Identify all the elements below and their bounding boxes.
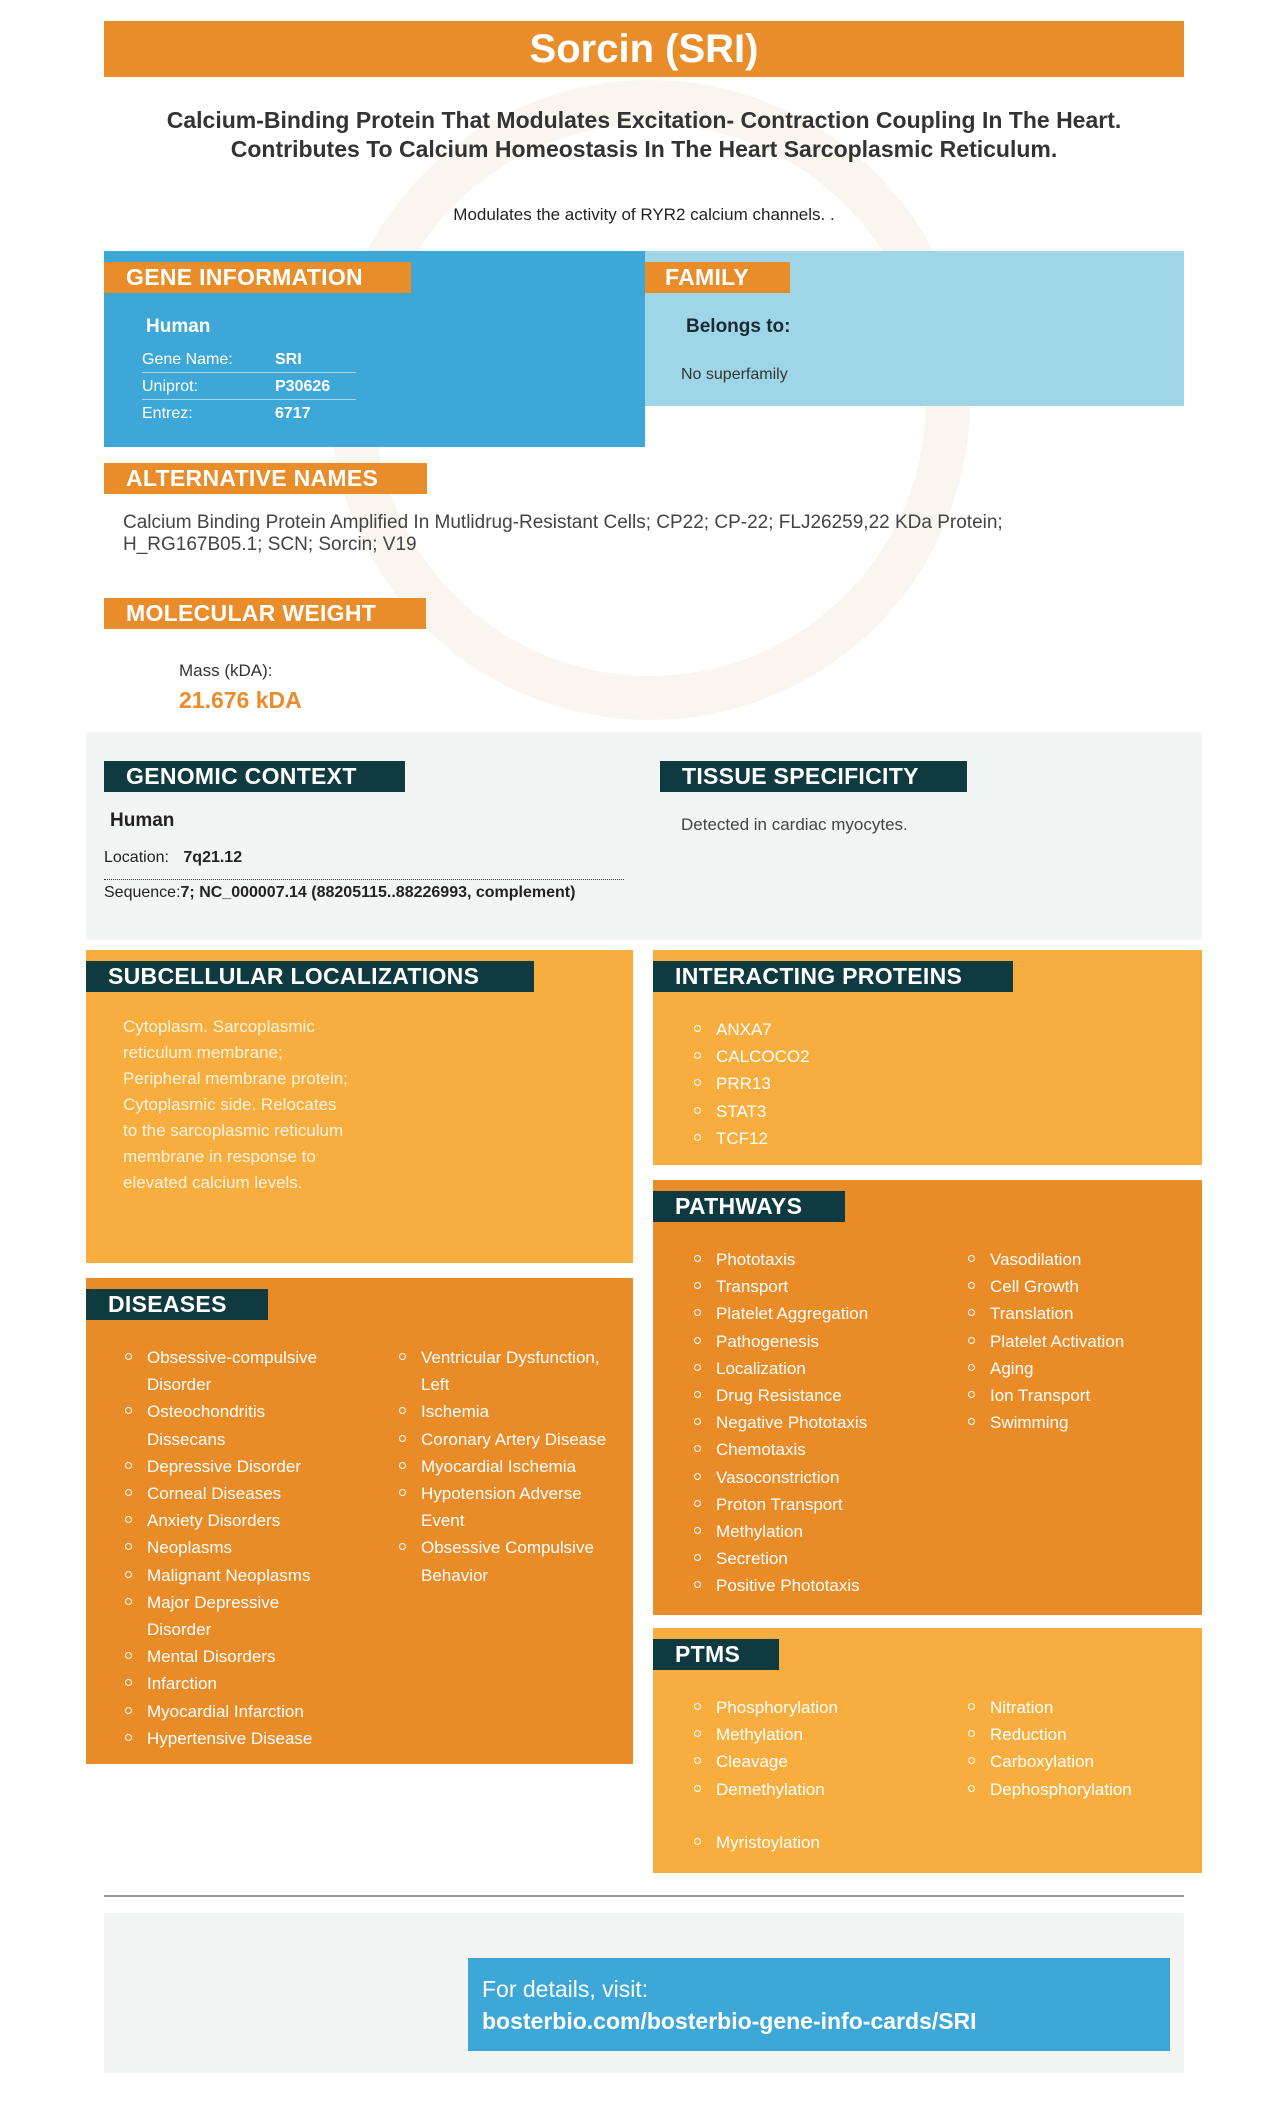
- list-item: Demethylation: [692, 1776, 952, 1803]
- list-item: Swimming: [966, 1409, 1191, 1436]
- list-item: Malignant Neoplasms: [123, 1562, 333, 1589]
- list-item: CALCOCO2: [692, 1043, 892, 1070]
- list-item: Cell Growth: [966, 1273, 1191, 1300]
- list-item: Aging: [966, 1355, 1191, 1382]
- list-item: Ion Transport: [966, 1382, 1191, 1409]
- list-item: Major Depressive Disorder: [123, 1589, 333, 1643]
- ptms-list-extra: [692, 1829, 952, 1856]
- genomic-context-header: GENOMIC CONTEXT: [104, 761, 405, 792]
- interacting-proteins-header: INTERACTING PROTEINS: [653, 961, 1013, 992]
- list-item: Proton Transport: [692, 1491, 952, 1518]
- details-url-link[interactable]: bosterbio.com/bosterbio-gene-info-cards/SRI: [482, 2008, 977, 2034]
- list-item: Platelet Activation: [966, 1328, 1191, 1355]
- list-item: Reduction: [966, 1721, 1191, 1748]
- pathways-list-col1: [692, 1246, 952, 1600]
- list-item: Myristoylation: [692, 1829, 952, 1856]
- tissue-specificity-header: TISSUE SPECIFICITY: [660, 761, 967, 792]
- alternative-names-header: ALTERNATIVE NAMES: [104, 463, 427, 494]
- genomic-species: Human: [110, 810, 175, 831]
- pathways-list-col2: [966, 1246, 1191, 1436]
- list-item: PRR13: [692, 1070, 892, 1097]
- family-header: FAMILY: [645, 262, 790, 293]
- list-item: Obsessive-compulsive Disorder: [123, 1344, 333, 1398]
- list-item: Neoplasms: [123, 1534, 333, 1561]
- list-item: Pathogenesis: [692, 1328, 952, 1355]
- list-item: Ischemia: [397, 1398, 622, 1425]
- pathways-header: PATHWAYS: [653, 1191, 845, 1222]
- list-item: Carboxylation: [966, 1748, 1191, 1775]
- belongs-to-label: Belongs to:: [686, 316, 791, 337]
- alternative-names-text: Calcium Binding Protein Amplified In Mutlidrug-Resistant Cells; CP22; CP-22; FLJ26259,22 KDa Protein; H_RG167B05.1; SCN; Sorcin; V19: [123, 512, 1003, 555]
- entrez-label: Entrez:: [142, 405, 193, 422]
- tissue-specificity-text: Detected in cardiac myocytes.: [681, 815, 908, 834]
- gene-species: Human: [146, 316, 211, 337]
- sequence-value: 7; NC_000007.14 (88205115..88226993, complement): [180, 884, 576, 901]
- list-item: Obsessive Compulsive Behavior: [397, 1534, 622, 1588]
- location-label: Location:: [104, 849, 169, 866]
- diseases-list-col1: [123, 1344, 333, 1752]
- subcellular-text: Cytoplasm. Sarcoplasmic reticulum membrane; Peripheral membrane protein; Cytoplasmic side. Relocates to the sarcoplasmic reticulum membrane in response to elevated calcium levels.: [123, 1017, 348, 1192]
- gene-information-header: GENE INFORMATION: [104, 262, 411, 293]
- uniprot-label: Uniprot:: [142, 378, 199, 395]
- list-item: Depressive Disorder: [123, 1453, 333, 1480]
- list-item: Coronary Artery Disease: [397, 1426, 622, 1453]
- list-item: Myocardial Infarction: [123, 1698, 333, 1725]
- list-item: ANXA7: [692, 1016, 892, 1043]
- list-item: Hypotension Adverse Event: [397, 1480, 622, 1534]
- list-item: Drug Resistance: [692, 1382, 952, 1409]
- list-item: Phototaxis: [692, 1246, 952, 1273]
- family-value: No superfamily: [681, 366, 788, 383]
- protein-summary: Calcium-Binding Protein That Modulates Excitation- Contraction Coupling In The Heart. Contributes To Calcium Homeostasis In The Heart Sarcoplasmic Reticulum.: [166, 107, 1122, 162]
- location-value: 7q21.12: [183, 849, 243, 866]
- gene-name-label: Gene Name:: [142, 351, 233, 368]
- list-item: Anxiety Disorders: [123, 1507, 333, 1534]
- list-item: Negative Phototaxis: [692, 1409, 952, 1436]
- function-note: Modulates the activity of RYR2 calcium channels. .: [453, 205, 835, 224]
- gene-name-value: SRI: [275, 351, 302, 368]
- list-item: Vasoconstriction: [692, 1464, 952, 1491]
- uniprot-value: P30626: [275, 378, 331, 395]
- sequence-line: [104, 884, 575, 902]
- location-line: [104, 849, 242, 867]
- list-item: Mental Disorders: [123, 1643, 333, 1670]
- list-item: Hypertensive Disease: [123, 1725, 333, 1752]
- details-link-box[interactable]: [468, 1958, 1170, 2051]
- list-item: STAT3: [692, 1098, 892, 1125]
- list-item: Positive Phototaxis: [692, 1572, 952, 1599]
- gene-row-uniprot: [142, 373, 356, 400]
- ptms-header: PTMS: [653, 1639, 779, 1670]
- list-item: Translation: [966, 1300, 1191, 1327]
- list-item: Platelet Aggregation: [692, 1300, 952, 1327]
- molecular-weight-header: MOLECULAR WEIGHT: [104, 598, 426, 629]
- interacting-proteins-list: [692, 1016, 892, 1152]
- list-item: Vasodilation: [966, 1246, 1191, 1273]
- page-title: Sorcin (SRI): [104, 21, 1184, 77]
- subcellular-header: SUBCELLULAR LOCALIZATIONS: [86, 961, 534, 992]
- list-item: Cleavage: [692, 1748, 952, 1775]
- list-item: Transport: [692, 1273, 952, 1300]
- mass-label: Mass (kDA):: [179, 661, 273, 680]
- diseases-header: DISEASES: [86, 1289, 268, 1320]
- entrez-value: 6717: [275, 405, 311, 422]
- ptms-list-col2: [966, 1694, 1191, 1803]
- footer-divider: [104, 1895, 1184, 1897]
- list-item: Dephosphorylation: [966, 1776, 1191, 1803]
- list-item: TCF12: [692, 1125, 892, 1152]
- ptms-list-col1: [692, 1694, 952, 1803]
- diseases-list-col2: [397, 1344, 622, 1589]
- gene-row-name: [142, 346, 356, 373]
- details-label: For details, visit:: [482, 1976, 649, 2002]
- dotted-divider: [104, 879, 624, 880]
- list-item: Nitration: [966, 1694, 1191, 1721]
- list-item: Osteochondritis Dissecans: [123, 1398, 333, 1452]
- list-item: Chemotaxis: [692, 1436, 952, 1463]
- list-item: Phosphorylation: [692, 1694, 952, 1721]
- list-item: Methylation: [692, 1721, 952, 1748]
- mass-value: 21.676 kDA: [179, 687, 302, 713]
- list-item: Ventricular Dysfunction, Left: [397, 1344, 622, 1398]
- gene-info-table: [142, 346, 356, 427]
- list-item: Myocardial Ischemia: [397, 1453, 622, 1480]
- list-item: Infarction: [123, 1670, 333, 1697]
- gene-row-entrez: [142, 400, 356, 427]
- list-item: Secretion: [692, 1545, 952, 1572]
- list-item: Methylation: [692, 1518, 952, 1545]
- list-item: Corneal Diseases: [123, 1480, 333, 1507]
- sequence-label: Sequence:: [104, 884, 181, 901]
- list-item: Localization: [692, 1355, 952, 1382]
